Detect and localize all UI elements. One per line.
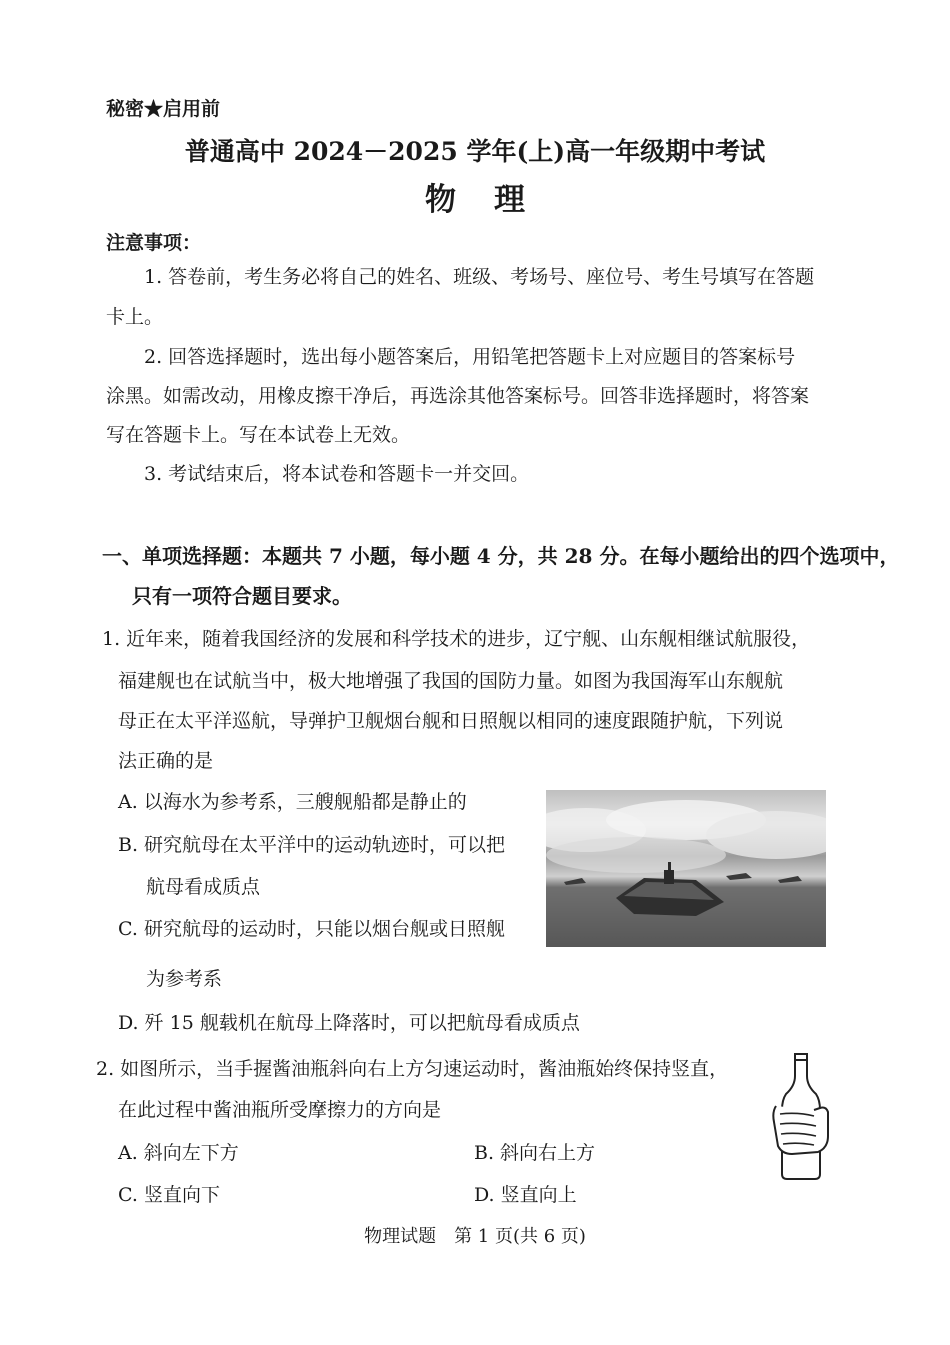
question-1-stem-3: 母正在太平洋巡航，导弹护卫舰烟台舰和日照舰以相同的速度跟随护航，下列说 xyxy=(118,710,784,732)
notice-item-2: 2. 回答选择题时，选出每小题答案后，用铅笔把答题卡上对应题目的答案标号 xyxy=(144,346,796,368)
notice-item-2-cont: 涂黑。如需改动，用橡皮擦干净后，再选涂其他答案标号。回答非选择题时，将答案 xyxy=(106,385,810,407)
question-1-option-c: C. 研究航母的运动时，只能以烟台舰或日照舰 xyxy=(118,918,505,940)
question-2-option-b: B. 斜向右上方 xyxy=(474,1142,596,1164)
question-1-option-d: D. 歼 15 舰载机在航母上降落时，可以把航母看成质点 xyxy=(118,1012,580,1034)
aircraft-carrier-photo xyxy=(546,790,826,947)
notice-item-1-cont: 卡上。 xyxy=(106,306,164,328)
question-1-option-b: B. 研究航母在太平洋中的运动轨迹时，可以把 xyxy=(118,834,506,856)
question-1-option-a: A. 以海水为参考系，三艘舰船都是静止的 xyxy=(118,791,467,813)
bottle-hand-figure xyxy=(770,1052,832,1182)
notice-item-2-cont2: 写在答题卡上。写在本试卷上无效。 xyxy=(106,424,411,446)
section-1-heading-cont: 只有一项符合题目要求。 xyxy=(132,584,352,608)
section-1-heading: 一、单项选择题：本题共 7 小题，每小题 4 分，共 28 分。在每小题给出的四个选项中， xyxy=(102,544,900,568)
question-2-option-a: A. 斜向左下方 xyxy=(118,1142,239,1164)
secret-label: 秘密★启用前 xyxy=(106,98,221,120)
carrier-illustration xyxy=(546,790,826,947)
question-2-stem-2: 在此过程中酱油瓶所受摩擦力的方向是 xyxy=(118,1099,442,1121)
question-2-option-d: D. 竖直向上 xyxy=(474,1184,577,1206)
question-1-stem: 1. 近年来，随着我国经济的发展和科学技术的进步，辽宁舰、山东舰相继试航服役， xyxy=(102,628,811,650)
notice-heading: 注意事项： xyxy=(106,232,202,254)
page-footer: 物理试题 第 1 页(共 6 页) xyxy=(364,1226,586,1247)
bottle-icon xyxy=(770,1052,832,1182)
exam-title: 普通高中 2024－2025 学年(上)高一年级期中考试 xyxy=(184,137,766,166)
subject-title: 物理 xyxy=(425,182,563,218)
question-1-option-b-cont: 航母看成质点 xyxy=(146,876,261,898)
notice-item-3: 3. 考试结束后，将本试卷和答题卡一并交回。 xyxy=(144,463,530,485)
question-1-stem-4: 法正确的是 xyxy=(118,750,214,772)
question-1-stem-2: 福建舰也在试航当中，极大地增强了我国的国防力量。如图为我国海军山东舰航 xyxy=(118,670,784,692)
question-1-option-c-cont: 为参考系 xyxy=(146,968,223,990)
notice-item-1: 1. 答卷前，考生务必将自己的姓名、班级、考场号、座位号、考生号填写在答题 xyxy=(144,266,815,288)
question-2-stem: 2. 如图所示，当手握酱油瓶斜向右上方匀速运动时，酱油瓶始终保持竖直， xyxy=(96,1058,729,1080)
question-2-option-c: C. 竖直向下 xyxy=(118,1184,220,1206)
